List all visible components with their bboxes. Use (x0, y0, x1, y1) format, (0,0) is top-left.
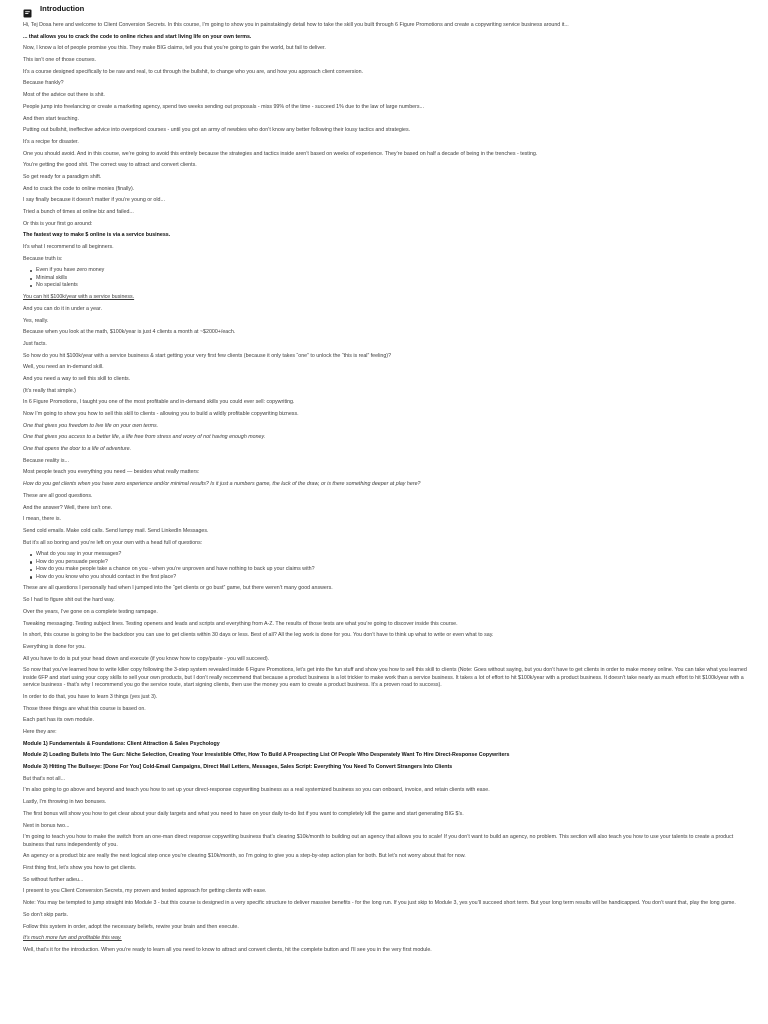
paragraph: But that’s not all... (23, 775, 66, 782)
paragraph: So I had to figure shit out the hard way. (23, 597, 115, 604)
paragraph: People jump into freelancing or create a marketing agency, spend two weeks sending out proposals - miss 99% of the time - succeed 1% due to the law of large numbers... (23, 103, 424, 110)
paragraph: Hi, Tej Dosa here and welcome to Client Conversion Secrets. In this course, I’m going to show you in painstakingly detail how to take the skill you built through 6 Figure Promotions and create a copywriting service business around it... (23, 22, 569, 28)
paragraph: Most people teach you everything you need — besides what really matters: (23, 469, 200, 476)
lesson-header (23, 4, 84, 14)
paragraph: So now that you’ve learned how to write killer copy following the 3-step system revealed inside 6 Figure Promotions, let’s get into the fun stuff and show you how to sell this skill to clients (Note: Goes without saying, but you don’t have to get clients in order to make money online. You can take what you learned inside 6FP and start using your copy skills to sell your own products, but I don’t really recommend that because a product business is a lot trickier to make work than a service business. It takes a lot of effort to hit $100k/year with a product business. It doesn’t take nearly as much effort to hit $100k/year with a service business - that’s why I recommend you go the service route, start signing clients, then use the money you earn to create a product business. It’s a proven road to success). (23, 667, 747, 689)
paragraph: It’s a recipe for disaster. (23, 138, 79, 145)
paragraph: ... that allows you to crack the code to online riches and start living life on your own terms. (23, 33, 252, 40)
paragraph: And the answer? Well, there isn’t one. (23, 504, 113, 511)
paragraph: Tweaking messaging. Testing subject lines. Testing openers and leads and scripts and everything from A-Z. The results of those tests are what you’re going to discover inside this course. (23, 620, 458, 627)
list-item: Even if you have zero money (36, 267, 751, 275)
paragraph: But it’s all so boring and you’re left on your own with a head full of questions: (23, 539, 203, 546)
paragraph: Note: You may be tempted to jump straight into Module 3 - but this course is designed in a very specific structure to deliver massive benefits - for the long run. If you just skip to Module 3, yes you’ll succeed short term. But your long term results will be handicapped. You don’t want that, play the long game. (23, 900, 736, 907)
paragraph: Each part has its own module. (23, 717, 94, 724)
paragraph: I mean, there is. (23, 516, 61, 523)
paragraph: It’s what I recommend to all beginners. (23, 244, 114, 251)
paragraph: Now, I know a lot of people promise you this. They make BIG claims, tell you that you’re going to gain the world, but fail to deliver. (23, 45, 326, 52)
paragraph: And you need a way to sell this skill to clients. (23, 375, 131, 382)
paragraph: Yes, really. (23, 317, 49, 324)
paragraph: Putting out bullshit, ineffective advice into overpriced courses - until you got an army of newbies who don’t know any better following their lousy tactics and strategies. (23, 127, 411, 134)
paragraph: I’m going to teach you how to make the switch from an one-man direct response copywriting business that’s clearing $10k/month to building out an agency that allows you to scale! If you don’t want to build an agency, no problem. This section will also teach you how to use your talents to create a product business that runs independently of you. (23, 834, 734, 848)
paragraph: Well, you need an in-demand skill. (23, 364, 104, 371)
paragraph: I say finally because it doesn’t matter if you’re young or old... (23, 197, 165, 204)
paragraph: One that gives you access to a better life, a life free from stress and worry of not having enough money. (23, 434, 266, 441)
paragraph: (It’s really that simple.) (23, 387, 76, 394)
book-icon (23, 5, 32, 14)
paragraph: Over the years, I’ve gone on a complete testing rampage. (23, 608, 158, 615)
paragraph: This isn’t one of those courses. (23, 57, 97, 64)
page-title: Introduction (40, 4, 85, 13)
paragraph: And to crack the code to online monies (finally). (23, 185, 135, 192)
bullet-list (23, 551, 751, 581)
paragraph: Module 2) Loading Bullets Into The Gun: Niche Selection, Creating Your Irresistible Offer, How To Build A Prospecting List Of People Who Desperately Want To Hire Direct-Response Copywriters (23, 752, 510, 759)
paragraph: In order to do that, you have to learn 3 things (yes just 3). (23, 693, 158, 700)
paragraph: So without further adieu... (23, 876, 84, 883)
paragraph: So get ready for a paradigm shift. (23, 173, 102, 180)
list-item: How do you make people take a chance on you - when you’re unproven and have nothing to back up your claims with? (36, 566, 751, 574)
paragraph: Most of the advice out there is shit. (23, 92, 105, 99)
paragraph: One that opens the door to a life of adventure. (23, 446, 132, 453)
paragraph: The fastest way to make $ online is via a service business. (23, 232, 171, 239)
paragraph: In short, this course is going to be the backdoor you can use to get clients within 30 days or less. Best of all? All the leg work is done for you. You don’t have to think up what to write or even what to say. (23, 632, 494, 639)
list-item: No special talents (36, 282, 751, 290)
paragraph: You can hit $100k/year with a service business. (23, 294, 135, 301)
paragraph: Well, that’s it for the introduction. When you’re ready to learn all you need to know to attract and convert clients, hit the complete button and I’ll see you in the very first module. (23, 946, 432, 953)
paragraph: One you should avoid. And in this course, we’re going to avoid this entirely because the strategies and tactics inside aren’t based on weeks of experience. They’re based on half a decade of being in the trenches - testing. (23, 150, 538, 157)
paragraph: Because reality is... (23, 457, 69, 464)
paragraph: Module 1) Fundamentals & Foundations: Client Attraction & Sales Psychology (23, 740, 220, 747)
paragraph: First thing first, let’s show you how to get clients. (23, 865, 137, 872)
paragraph: And then start teaching. (23, 115, 79, 122)
paragraph: So don’t skip parts. (23, 911, 69, 918)
paragraph: These are all questions I personally had when I jumped into the “get clients or go bust” game, but there weren’t many good answers. (23, 585, 333, 592)
paragraph: You’re getting the good shit. The correct way to attract and convert clients. (23, 162, 197, 169)
paragraph: Follow this system in order, adopt the necessary beliefs, rewire your brain and then execute. (23, 923, 239, 930)
paragraph: How do you get clients when you have zero experience and/or minimal results? Is it just a numbers game, the luck of the draw, or is there something deeper at play here? (23, 481, 421, 488)
paragraph: So how do you hit $100k/year with a service business & start getting your very first few clients (because it only takes “one” to unlock the “this is real” feeling)? (23, 352, 392, 359)
paragraph: Tried a bunch of times at online biz and failed... (23, 209, 134, 215)
paragraph: It’s much more fun and profitable this way. (23, 935, 122, 942)
lesson-body (23, 22, 751, 959)
paragraph: Everything is done for you. (23, 643, 86, 650)
paragraph: Or this is your first go around: (23, 220, 93, 227)
paragraph: The first bonus will show you how to get clear about your daily targets and what you need to have on your daily to-do list if you want to completely kill the game and start generating BIG $’s. (23, 810, 464, 817)
paragraph: Send cold emails. Make cold calls. Send lumpy mail. Send LinkedIn Messages. (23, 527, 209, 534)
paragraph: An agency or a product biz are really the next logical step once you’re clearing $10k/month, so I’m going to give you a step-by-step action plan for both. But let’s not worry about that for now. (23, 853, 466, 860)
list-item: How do you persuade people? (36, 559, 751, 567)
paragraph: Because when you look at the math, $100k/year is just 4 clients a month at ~$2000+/each. (23, 329, 236, 336)
paragraph: These are all good questions. (23, 492, 93, 499)
paragraph: Just facts. (23, 340, 47, 347)
list-item: What do you say in your messages? (36, 551, 751, 559)
paragraph: I present to you Client Conversion Secrets, my proven and tested approach for getting clients with ease. (23, 888, 267, 895)
paragraph: I’m also going to go above and beyond and teach you how to set up your direct-response copywriting business as a real systemized business so you can onboard, invoice, and retain clients with ease. (23, 787, 490, 794)
paragraph: Lastly, I’m throwing in two bonuses. (23, 799, 107, 806)
paragraph: And you can do it in under a year. (23, 305, 102, 312)
paragraph: Now I’m going to show you how to sell this skill to clients - allowing you to build a wildly profitable copywriting bizness. (23, 411, 299, 417)
paragraph: Because frankly? (23, 80, 64, 87)
paragraph: Because truth is: (23, 255, 63, 262)
paragraph: Here they are: (23, 729, 57, 735)
paragraph: Those three things are what this course is based on. (23, 705, 146, 712)
list-item: Minimal skills (36, 275, 751, 283)
paragraph: All you have to do is put your head down and execute (if you know how to copy/paste - you will succeed). (23, 655, 270, 662)
paragraph: One that gives you freedom to live life on your own terms. (23, 422, 159, 429)
paragraph: In 6 Figure Promotions, I taught you one of the most profitable and in-demand skills you could ever sell: copywriting. (23, 399, 295, 406)
paragraph: Next in bonus two... (23, 822, 70, 829)
bullet-list (23, 267, 751, 290)
paragraph: It’s a course designed specifically to be raw and real, to cut through the bullshit, to change who you are, and how you approach client conversion. (23, 68, 363, 75)
list-item: How do you know who you should contact in the first place? (36, 574, 751, 582)
paragraph: Module 3) Hitting The Bullseye: [Done For You] Cold-Email Campaigns, Direct Mail Letters, Messages, Sales Script: Everything You Need To Convert Strangers Into Clients (23, 764, 453, 771)
